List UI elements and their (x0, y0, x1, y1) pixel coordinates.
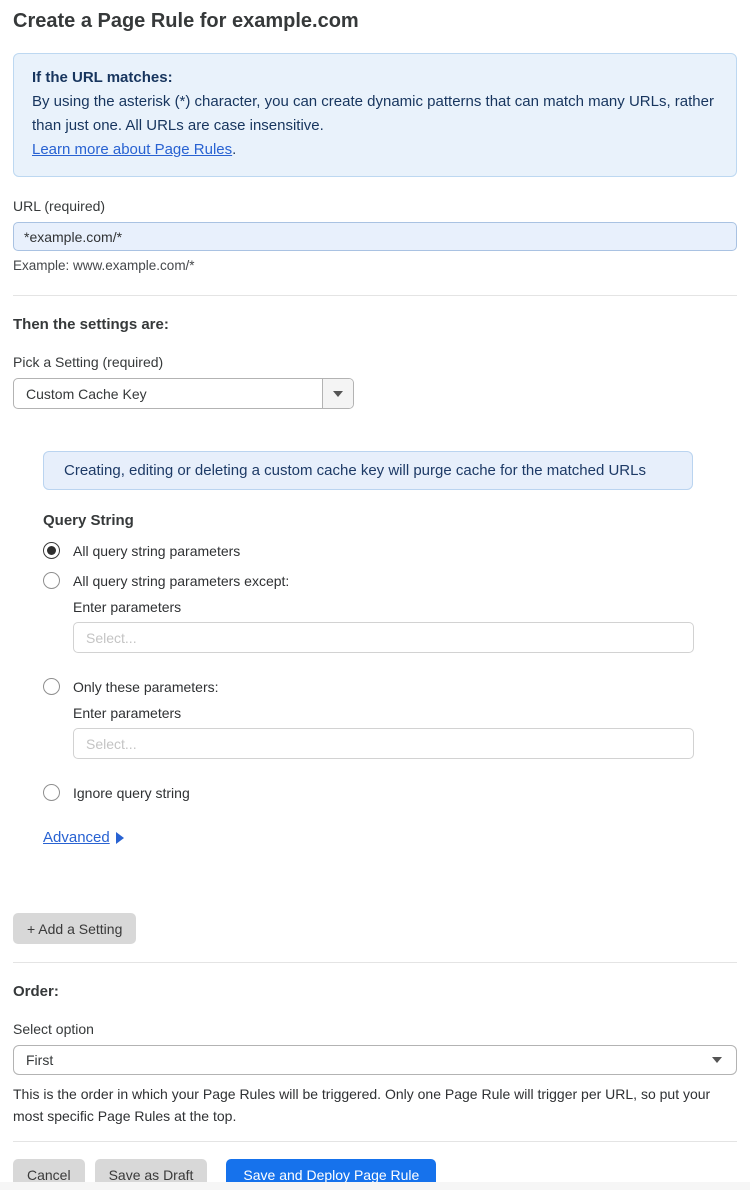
chevron-down-icon (333, 391, 343, 397)
url-match-info-box (13, 53, 737, 177)
spacer (43, 759, 737, 771)
info-box-heading: If the URL matches: (32, 69, 173, 86)
cache-key-notice: Creating, editing or deleting a custom cache key will purge cache for the matched URLs (43, 451, 693, 490)
radio-ignore-query-string[interactable] (43, 784, 737, 801)
save-and-deploy-button[interactable]: Save and Deploy Page Rule (226, 1159, 436, 1190)
order-help-text: This is the order in which your Page Rules will be triggered. Only one Page Rule will trigger per URL, so put your most specific Page Rules at the top. (13, 1086, 711, 1124)
radio-label: Ignore query string (73, 784, 190, 801)
radio-label: All query string parameters except: (73, 572, 290, 589)
spacer (43, 653, 737, 665)
chevron-down-icon (712, 1057, 722, 1063)
radio-only-these-params[interactable] (43, 678, 737, 695)
chevron-right-icon (116, 832, 124, 844)
radio-all-query-params[interactable] (43, 542, 737, 559)
query-string-radio-group (43, 542, 737, 801)
order-select[interactable] (13, 1045, 737, 1075)
page-title: Create a Page Rule for example.com (13, 10, 359, 32)
setting-select[interactable] (13, 378, 354, 409)
radio-icon (43, 678, 60, 695)
link-period: . (232, 141, 237, 158)
enter-parameters-label: Enter parameters (73, 599, 182, 615)
order-select-label: Select option (13, 1021, 94, 1037)
bottom-strip (0, 1182, 750, 1190)
info-box-link-row (32, 138, 718, 162)
query-string-heading: Query String (43, 512, 134, 529)
setting-select-arrow-box[interactable] (322, 379, 353, 408)
radio-label: Only these parameters: (73, 678, 219, 695)
save-as-draft-button[interactable]: Save as Draft (95, 1159, 208, 1190)
url-label: URL (required) (13, 198, 106, 214)
order-heading: Order: (13, 983, 59, 1000)
radio-label: All query string parameters (73, 542, 241, 559)
except-parameters-input[interactable] (73, 622, 694, 653)
radio-icon (43, 542, 60, 559)
info-box-body: By using the asterisk (*) character, you can create dynamic patterns that can match many URLs, rather than just one. All URLs are case insensitive. (32, 93, 714, 134)
url-example-text: Example: www.example.com/* (13, 258, 195, 273)
add-setting-button[interactable]: + Add a Setting (13, 913, 136, 944)
learn-more-link[interactable]: Learn more about Page Rules (32, 141, 233, 158)
order-select-value: First (26, 1052, 54, 1068)
setting-select-value: Custom Cache Key (26, 385, 147, 402)
advanced-link-text: Advanced (43, 829, 110, 846)
cancel-button[interactable]: Cancel (13, 1159, 85, 1190)
divider (13, 1141, 737, 1142)
enter-parameters-label: Enter parameters (73, 705, 182, 721)
pick-setting-label: Pick a Setting (required) (13, 354, 164, 370)
settings-heading: Then the settings are: (13, 316, 169, 333)
divider (13, 962, 737, 963)
advanced-link[interactable] (43, 829, 124, 846)
only-parameters-input[interactable] (73, 728, 694, 759)
divider (13, 295, 737, 296)
radio-icon (43, 784, 60, 801)
radio-all-params-except[interactable] (43, 572, 737, 589)
url-input[interactable] (13, 222, 737, 251)
radio-icon (43, 572, 60, 589)
